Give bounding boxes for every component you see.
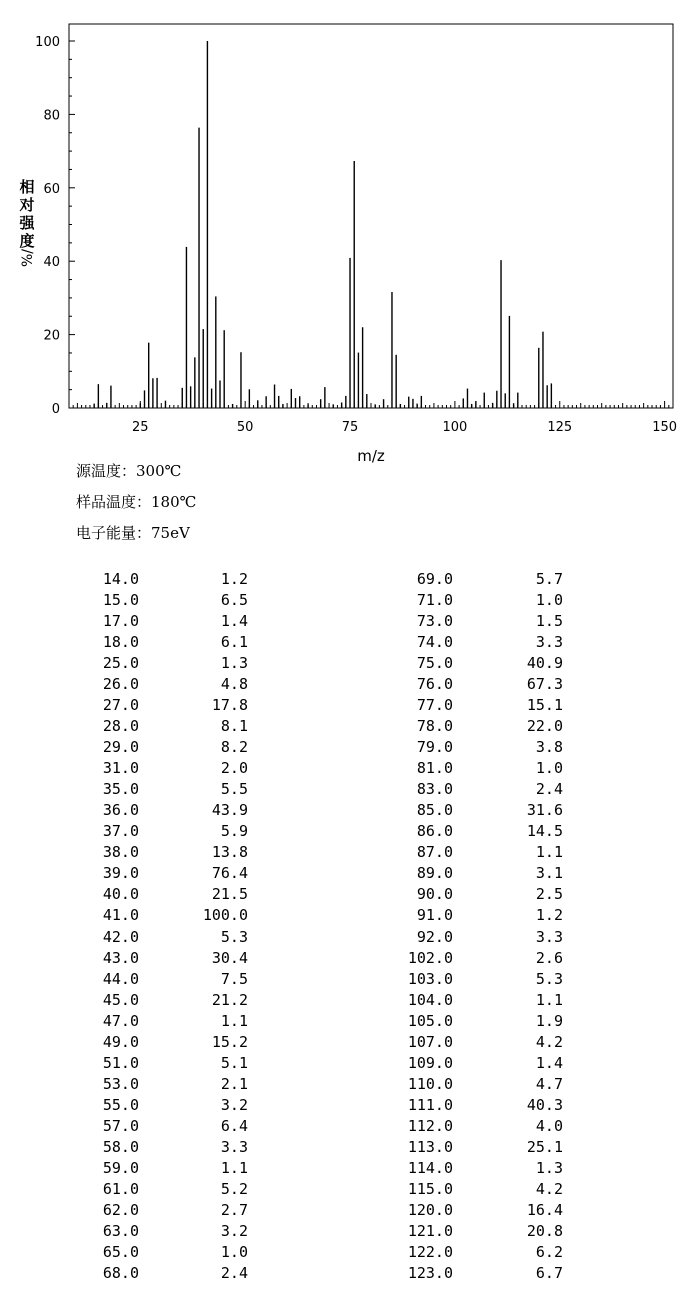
mz-value: 87.0 [416, 843, 453, 862]
intensity-value: 5.9 [220, 822, 248, 841]
mz-value: 78.0 [416, 717, 453, 736]
mz-value: 68.0 [102, 1263, 139, 1282]
mz-value: 92.0 [416, 927, 453, 946]
mz-value: 55.0 [102, 1095, 139, 1114]
y-tick-label: 100 [35, 35, 60, 50]
table-row [0, 990, 687, 1011]
mz-value: 14.0 [102, 570, 139, 588]
intensity-value: 20.8 [526, 1221, 563, 1240]
intensity-value: 8.2 [220, 738, 248, 757]
intensity-value: 1.0 [220, 1242, 248, 1261]
mz-value: 104.0 [407, 990, 453, 1009]
mz-value: 47.0 [102, 1011, 139, 1030]
table-row [0, 1116, 687, 1137]
mz-value: 42.0 [102, 927, 139, 946]
intensity-value: 2.4 [535, 780, 563, 799]
table-row [0, 842, 687, 863]
intensity-value: 4.0 [535, 1116, 563, 1135]
intensity-value: 4.2 [535, 1179, 563, 1198]
intensity-value: 1.3 [535, 1158, 563, 1177]
intensity-value: 1.1 [220, 1158, 248, 1177]
intensity-value: 2.1 [220, 1074, 248, 1093]
intensity-value: 16.4 [526, 1200, 563, 1219]
x-tick-label: 50 [236, 420, 254, 435]
y-tick-label: 60 [43, 181, 60, 197]
table-row [0, 737, 687, 758]
mz-value: 79.0 [416, 738, 453, 757]
intensity-value: 15.1 [526, 696, 563, 715]
table-row [0, 716, 687, 737]
mz-value: 40.0 [102, 885, 139, 904]
x-tick-label: 25 [132, 420, 149, 435]
intensity-value: 3.2 [220, 1221, 248, 1240]
mz-value: 86.0 [416, 822, 453, 841]
table-row [0, 969, 687, 990]
mz-value: 25.0 [102, 654, 139, 673]
mz-value: 59.0 [102, 1158, 139, 1177]
intensity-value: 3.1 [535, 864, 563, 883]
mz-value: 102.0 [407, 948, 453, 967]
intensity-value: 17.8 [211, 696, 248, 715]
table-row [0, 863, 687, 884]
mz-value: 85.0 [416, 801, 453, 820]
table-row [0, 1074, 687, 1095]
mz-value: 36.0 [102, 801, 139, 820]
y-axis-label-char: 强 [19, 214, 35, 232]
mz-value: 17.0 [102, 612, 139, 631]
electron-energy: 电子能量：75eV [76, 524, 190, 542]
x-axis-ticks [69, 401, 677, 435]
intensity-value: 13.8 [211, 843, 248, 862]
intensity-value: 40.3 [526, 1095, 563, 1114]
intensity-value: 6.2 [535, 1242, 563, 1261]
mz-value: 18.0 [102, 633, 139, 652]
mz-value: 73.0 [416, 612, 453, 631]
intensity-value: 8.1 [220, 717, 248, 736]
intensity-value: 2.7 [220, 1200, 248, 1219]
mz-value: 31.0 [102, 759, 139, 778]
intensity-value: 31.6 [526, 801, 563, 820]
mz-value: 115.0 [407, 1179, 453, 1198]
mz-value: 37.0 [102, 822, 139, 841]
mz-value: 57.0 [102, 1116, 139, 1135]
intensity-value: 3.3 [535, 927, 563, 946]
mz-value: 39.0 [102, 864, 139, 883]
mz-value: 109.0 [407, 1053, 453, 1072]
table-row [0, 569, 687, 590]
table-row [0, 948, 687, 969]
table-row [0, 611, 687, 632]
mz-value: 77.0 [416, 696, 453, 715]
intensity-value: 3.2 [220, 1095, 248, 1114]
table-row [0, 1263, 687, 1284]
intensity-value: 100.0 [202, 906, 248, 925]
intensity-value: 6.4 [220, 1116, 248, 1135]
mz-value: 26.0 [102, 675, 139, 694]
y-tick-label: 0 [51, 402, 60, 417]
table-row [0, 905, 687, 926]
mz-value: 111.0 [407, 1095, 453, 1114]
mz-value: 53.0 [102, 1074, 139, 1093]
table-row [0, 695, 687, 716]
intensity-value: 6.1 [220, 633, 248, 652]
intensity-value: 1.4 [535, 1053, 563, 1072]
intensity-value: 1.1 [220, 1011, 248, 1030]
table-row [0, 1137, 687, 1158]
intensity-value: 76.4 [211, 864, 248, 883]
intensity-value: 21.5 [211, 885, 248, 904]
table-row [0, 590, 687, 611]
mass-spectrum-chart [0, 0, 687, 470]
table-row [0, 1095, 687, 1116]
table-row [0, 1179, 687, 1200]
table-row [0, 1242, 687, 1263]
table-row [0, 884, 687, 905]
mz-value: 110.0 [407, 1074, 453, 1093]
peak-table [0, 569, 687, 1289]
intensity-value: 25.1 [526, 1137, 563, 1156]
intensity-value: 1.5 [535, 612, 563, 631]
mz-value: 15.0 [102, 591, 139, 610]
x-tick-label: 100 [442, 420, 468, 435]
table-row [0, 800, 687, 821]
intensity-value: 3.3 [220, 1137, 248, 1156]
table-row [0, 1200, 687, 1221]
intensity-value: 2.0 [220, 759, 248, 778]
mz-value: 112.0 [407, 1116, 453, 1135]
y-tick-label: 40 [43, 255, 60, 271]
table-row [0, 1011, 687, 1032]
table-row [0, 1053, 687, 1074]
mz-value: 71.0 [416, 591, 453, 610]
intensity-value: 5.2 [220, 1179, 248, 1198]
source-temperature: 源温度：300℃ [76, 462, 182, 480]
mz-value: 58.0 [102, 1137, 139, 1156]
mz-value: 81.0 [416, 759, 453, 778]
mz-value: 89.0 [416, 864, 453, 883]
mz-value: 69.0 [416, 570, 453, 588]
intensity-value: 4.8 [220, 675, 248, 694]
intensity-value: 30.4 [211, 948, 248, 967]
intensity-value: 67.3 [526, 675, 563, 694]
mz-value: 45.0 [102, 990, 139, 1009]
intensity-value: 22.0 [526, 717, 563, 736]
mz-value: 123.0 [407, 1263, 453, 1282]
y-axis-label-unit: %/ [20, 248, 36, 268]
table-row [0, 821, 687, 842]
mz-value: 44.0 [102, 969, 139, 988]
mz-value: 83.0 [416, 780, 453, 799]
table-row [0, 653, 687, 674]
x-tick-label: 75 [341, 420, 359, 435]
mz-value: 27.0 [102, 696, 139, 715]
intensity-value: 15.2 [211, 1032, 248, 1051]
y-axis-label-char: 度 [19, 232, 35, 250]
intensity-value: 43.9 [211, 801, 248, 820]
table-row [0, 1221, 687, 1242]
mz-value: 61.0 [102, 1179, 139, 1198]
intensity-value: 5.7 [535, 570, 563, 588]
table-row [0, 758, 687, 779]
intensity-value: 1.0 [535, 591, 563, 610]
mz-value: 28.0 [102, 717, 139, 736]
mz-value: 91.0 [416, 906, 453, 925]
intensity-value: 14.5 [526, 822, 563, 841]
mz-value: 65.0 [102, 1242, 139, 1261]
intensity-value: 6.7 [535, 1263, 563, 1282]
mz-value: 38.0 [102, 843, 139, 862]
intensity-value: 3.8 [535, 738, 563, 757]
y-axis-label-char: 对 [19, 196, 35, 214]
x-tick-label: 125 [547, 420, 573, 435]
mz-value: 74.0 [416, 633, 453, 652]
table-row [0, 674, 687, 695]
table-row [0, 632, 687, 653]
y-axis-label-char: 相 [19, 178, 35, 196]
mz-value: 120.0 [407, 1200, 453, 1219]
plot-frame [69, 24, 673, 408]
mz-value: 105.0 [407, 1011, 453, 1030]
mz-value: 62.0 [102, 1200, 139, 1219]
table-row [0, 1158, 687, 1179]
mz-value: 29.0 [102, 738, 139, 757]
mz-value: 121.0 [407, 1221, 453, 1240]
intensity-value: 1.2 [535, 906, 563, 925]
y-axis-label [18, 178, 36, 267]
intensity-value: 21.2 [211, 990, 248, 1009]
intensity-value: 1.0 [535, 759, 563, 778]
intensity-value: 3.3 [535, 633, 563, 652]
mz-value: 75.0 [416, 654, 453, 673]
intensity-value: 1.4 [220, 612, 248, 631]
table-row [0, 779, 687, 800]
mz-value: 41.0 [102, 906, 139, 925]
x-axis-label: m/z [357, 447, 385, 465]
sample-temperature: 样品温度：180℃ [76, 493, 197, 511]
x-tick-label: 150 [652, 420, 678, 435]
intensity-value: 2.5 [535, 885, 563, 904]
intensity-value: 5.3 [535, 969, 563, 988]
intensity-value: 1.3 [220, 654, 248, 673]
mz-value: 76.0 [416, 675, 453, 694]
intensity-value: 1.1 [535, 990, 563, 1009]
intensity-value: 7.5 [220, 969, 248, 988]
mz-value: 114.0 [407, 1158, 453, 1177]
intensity-value: 5.3 [220, 927, 248, 946]
intensity-value: 2.4 [220, 1263, 248, 1282]
intensity-value: 40.9 [526, 654, 563, 673]
intensity-value: 6.5 [220, 591, 248, 610]
intensity-value: 5.1 [220, 1053, 248, 1072]
mz-value: 90.0 [416, 885, 453, 904]
spectrum-peaks [94, 41, 551, 408]
intensity-value: 4.2 [535, 1032, 563, 1051]
mz-value: 35.0 [102, 780, 139, 799]
mz-value: 107.0 [407, 1032, 453, 1051]
intensity-value: 1.2 [220, 570, 248, 588]
y-tick-label: 80 [43, 108, 60, 124]
mz-value: 51.0 [102, 1053, 139, 1072]
mz-value: 122.0 [407, 1242, 453, 1261]
intensity-value: 1.9 [535, 1011, 563, 1030]
mz-value: 43.0 [102, 948, 139, 967]
table-row [0, 1032, 687, 1053]
mz-value: 103.0 [407, 969, 453, 988]
intensity-value: 5.5 [220, 780, 248, 799]
mz-value: 113.0 [407, 1137, 453, 1156]
intensity-value: 2.6 [535, 948, 563, 967]
mz-value: 49.0 [102, 1032, 139, 1051]
table-row [0, 927, 687, 948]
y-tick-label: 20 [43, 328, 60, 344]
mz-value: 63.0 [102, 1221, 139, 1240]
intensity-value: 4.7 [535, 1074, 563, 1093]
intensity-value: 1.1 [535, 843, 563, 862]
